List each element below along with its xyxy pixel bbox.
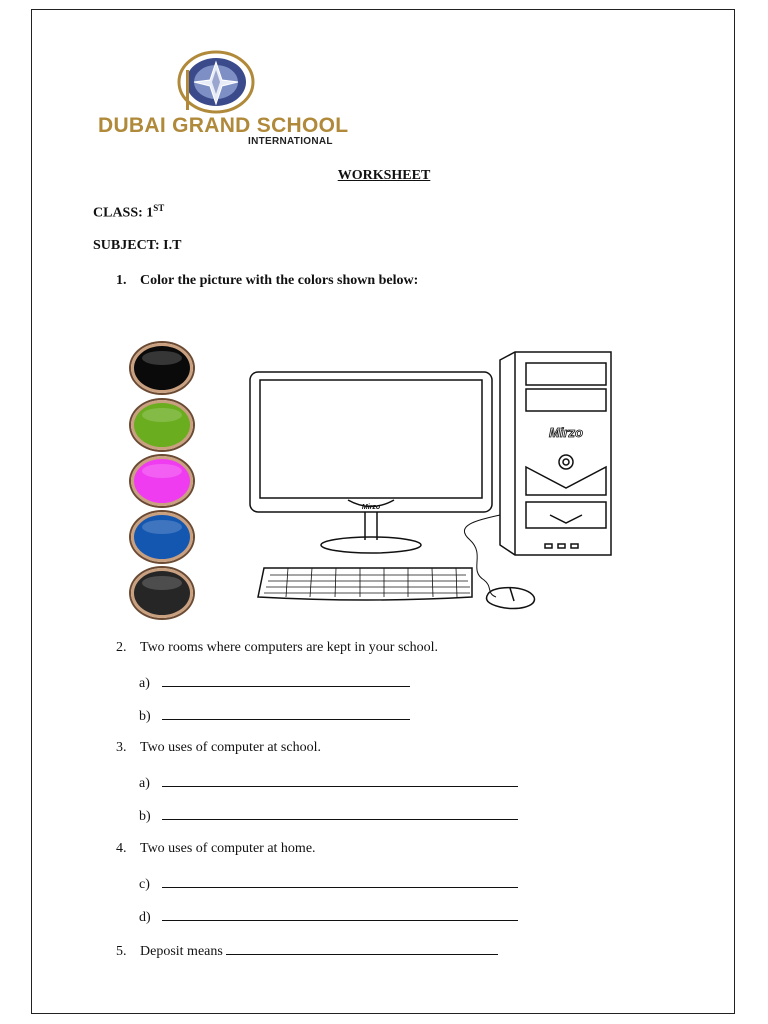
monitor-brand-label: Mirzo bbox=[361, 504, 381, 511]
question-1: 1. Color the picture with the colors shown below: bbox=[116, 273, 419, 288]
question-5: 5. Deposit means bbox=[116, 942, 498, 960]
answer-3b-blank[interactable] bbox=[162, 807, 518, 820]
question-2: 2. Two rooms where computers are kept in your school. bbox=[116, 640, 438, 655]
answer-2b: b) bbox=[139, 707, 410, 725]
answer-4d-blank[interactable] bbox=[162, 908, 518, 921]
monitor-screen bbox=[260, 380, 482, 498]
question-3: 3. Two uses of computer at school. bbox=[116, 740, 321, 755]
tower bbox=[500, 352, 611, 555]
subject-label: SUBJECT: I.T bbox=[93, 238, 182, 253]
answer-2b-blank[interactable] bbox=[162, 707, 410, 720]
school-logo bbox=[98, 50, 360, 150]
desktop-computer-icon bbox=[248, 345, 618, 615]
answer-4c: c) bbox=[139, 875, 518, 893]
color-swatch-blue bbox=[131, 512, 193, 562]
tower-brand-label: Mirzo bbox=[549, 425, 583, 440]
question-4: 4. Two uses of computer at home. bbox=[116, 841, 316, 856]
monitor-outer bbox=[250, 372, 492, 512]
answer-2a: a) bbox=[139, 674, 410, 692]
color-swatch-dark-gray bbox=[131, 568, 193, 618]
color-swatch-green bbox=[131, 400, 193, 450]
keyboard bbox=[258, 568, 472, 600]
answer-4d: d) bbox=[139, 908, 518, 926]
answer-3a-blank[interactable] bbox=[162, 774, 518, 787]
color-swatch-pink bbox=[131, 456, 193, 506]
answer-2a-blank[interactable] bbox=[162, 674, 410, 687]
answer-5-blank[interactable] bbox=[226, 942, 498, 955]
school-crest-icon bbox=[176, 50, 256, 114]
answer-4c-blank[interactable] bbox=[162, 875, 518, 888]
answer-3a: a) bbox=[139, 774, 518, 792]
monitor-base bbox=[321, 537, 421, 553]
class-label: CLASS: 1ST bbox=[93, 203, 165, 221]
worksheet-title: WORKSHEET bbox=[337, 168, 431, 183]
color-swatch-black bbox=[131, 343, 193, 393]
answer-3b: b) bbox=[139, 807, 518, 825]
school-subtitle: INTERNATIONAL bbox=[248, 136, 333, 147]
school-name: DUBAI GRAND SCHOOL bbox=[98, 114, 349, 137]
